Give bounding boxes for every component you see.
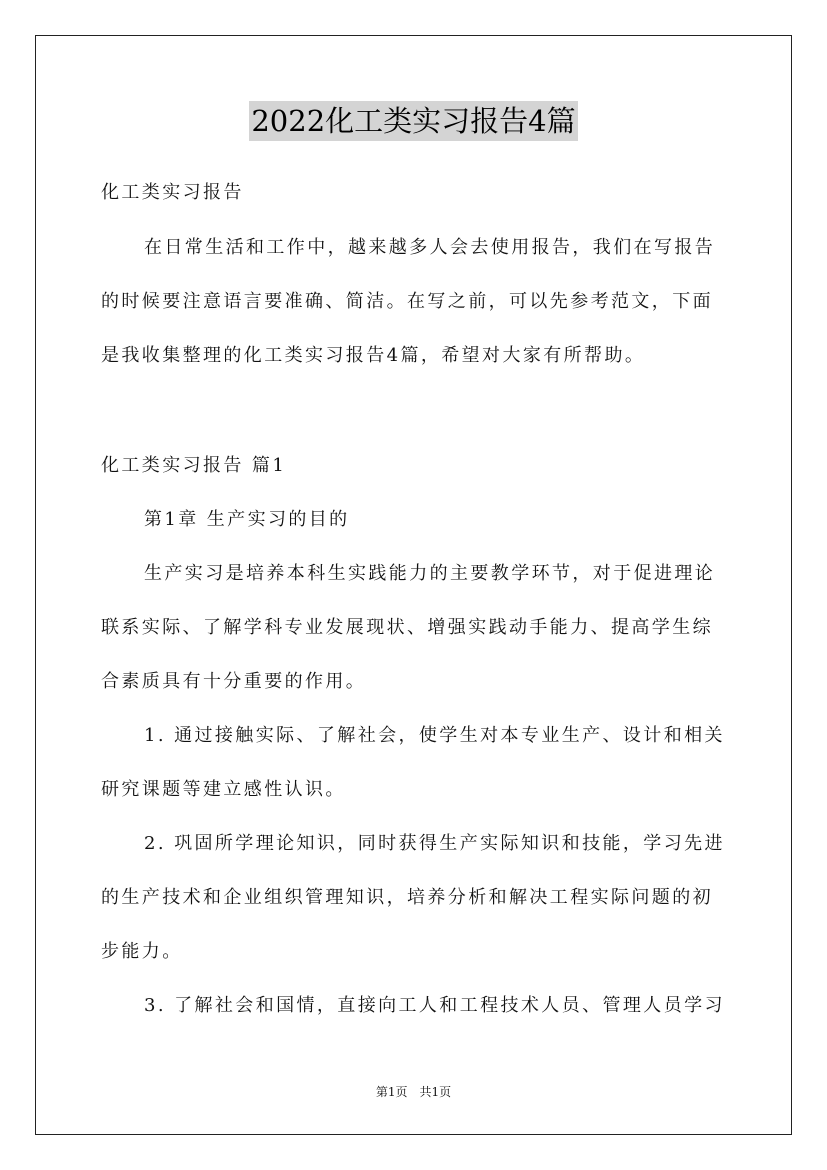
title-container — [0, 101, 827, 141]
intro-line-1: 在日常生活和工作中，越来越多人会去使用报告，我们在写报告 — [144, 237, 716, 258]
section-title: 化工类实习报告 篇1 — [101, 455, 287, 476]
chapter-title: 第1章 生产实习的目的 — [144, 509, 350, 530]
page-footer: 第1页 共1页 — [375, 1085, 452, 1099]
body-line-9: 3. 了解社会和国情，直接向工人和工程技术人员、管理人员学习 — [144, 995, 725, 1016]
body-line-4: 1. 通过接触实际、了解社会，使学生对本专业生产、设计和相关 — [144, 725, 725, 746]
intro-line-3: 是我收集整理的化工类实习报告4篇，希望对大家有所帮助。 — [101, 345, 646, 366]
body-line-3: 合素质具有十分重要的作用。 — [101, 671, 367, 692]
body-line-7: 的生产技术和企业组织管理知识，培养分析和解决工程实际问题的初 — [101, 887, 713, 908]
body-line-1: 生产实习是培养本科生实践能力的主要教学环节，对于促进理论 — [144, 563, 716, 584]
body-line-6: 2. 巩固所学理论知识，同时获得生产实际知识和技能，学习先进 — [144, 833, 725, 854]
intro-line-2: 的时候要注意语言要准确、简洁。在写之前，可以先参考范文，下面 — [101, 291, 713, 312]
heading-line: 化工类实习报告 — [101, 182, 244, 203]
body-line-2: 联系实际、了解学科专业发展现状、增强实践动手能力、提高学生综 — [101, 617, 713, 638]
body-line-5: 研究课题等建立感性认识。 — [101, 779, 346, 800]
body-line-8: 步能力。 — [101, 941, 183, 962]
document-title: 2022化工类实习报告4篇 — [249, 101, 577, 141]
